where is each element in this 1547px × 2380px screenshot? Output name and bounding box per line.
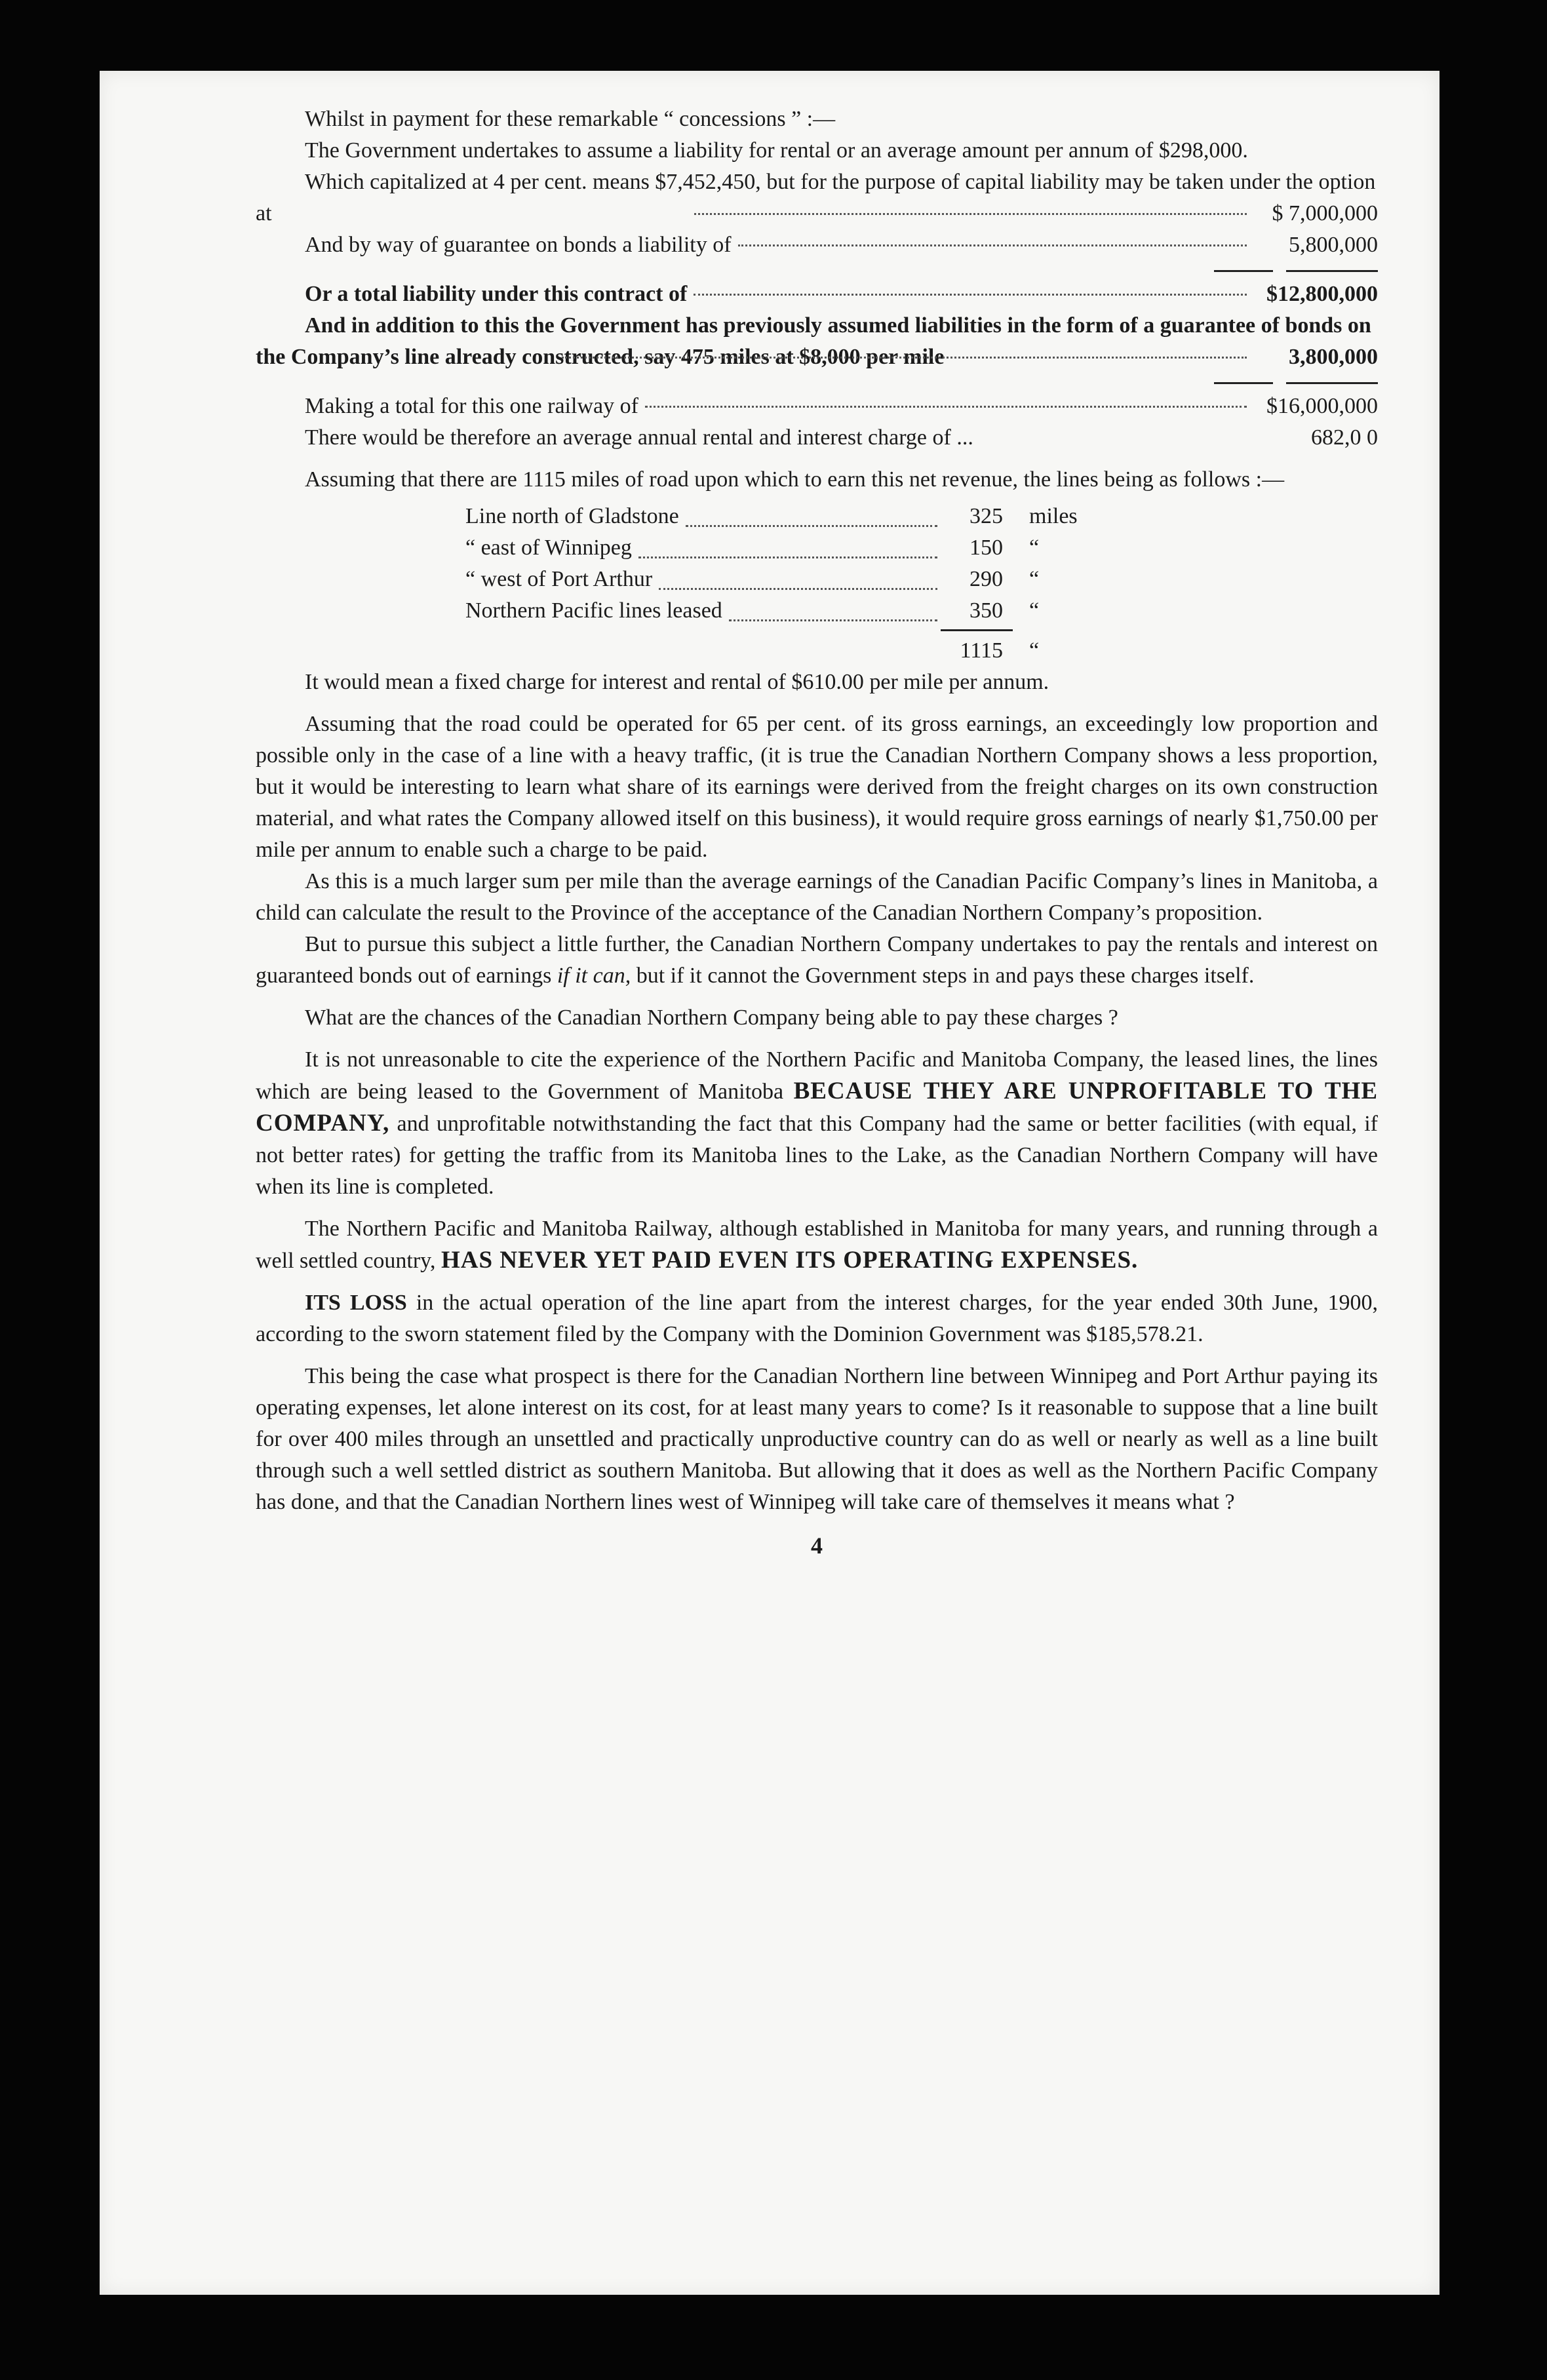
miles-total: 1115 <box>960 638 1003 663</box>
paragraph: The Northern Pacific and Manitoba Railway, although established in Manitoba for many years, and running through a well settled country, HAS NEVER YET PAID EVEN ITS OPERATING EXPENSES. <box>256 1217 1378 1274</box>
sum-rule <box>1286 382 1378 384</box>
page-content <box>256 104 1378 1561</box>
table-row: Line north of Gladstone 325 miles <box>465 501 1378 532</box>
emphasis-bold: ITS LOSS <box>305 1291 407 1315</box>
document-page <box>100 71 1439 2295</box>
paragraph: The Government undertakes to assume a liability for rental or an average amount per annum of $298,000. <box>305 138 1248 163</box>
entry-text: Which capitalized at 4 per cent. means $7,452,450, but for the purpose of capital liability may be taken under the option at <box>256 170 1376 225</box>
miles-value: 350 <box>969 598 1003 623</box>
leader-dots <box>562 357 1247 359</box>
paragraph: Assuming that there are 1115 miles of road upon which to earn this net revenue, the lines being as follows :— <box>305 467 1285 492</box>
amount: $ 7,000,000 <box>1272 201 1378 225</box>
table-row: “ west of Port Arthur 290 “ <box>465 564 1378 595</box>
miles-value: 325 <box>969 504 1003 528</box>
miles-unit: “ <box>1029 638 1040 663</box>
amount: $12,800,000 <box>1266 282 1378 306</box>
entry-text: Making a total for this one railway of <box>305 394 638 418</box>
amount-row <box>256 198 1378 229</box>
amount-row <box>256 229 1378 261</box>
sum-rule <box>1286 270 1378 272</box>
emphasis-caps: HAS NEVER YET PAID EVEN ITS OPERATING EXPENSES. <box>441 1247 1139 1274</box>
paragraph: But to pursue this subject a little further, the Canadian Northern Company undertakes to pay the rentals and interest on guaranteed bonds out of earnings if it can, but if it cannot the Government steps in and pays these charges itself. <box>256 932 1378 988</box>
previous-liabilities-entry <box>256 310 1378 373</box>
leader-dots <box>694 213 1247 215</box>
italic-phrase: if it can, <box>557 964 631 988</box>
paragraph: What are the chances of the Canadian Northern Company being able to pay these charges ? <box>305 1005 1118 1030</box>
amount: 682,0 0 <box>1311 425 1378 450</box>
leader-dots <box>738 244 1247 246</box>
miles-unit: “ <box>1029 536 1040 560</box>
miles-unit: “ <box>1029 567 1040 591</box>
emphasis-caps: BECAUSE THEY ARE UNPROFITABLE TO THE COMPANY, <box>256 1078 1378 1137</box>
amount: $16,000,000 <box>1266 394 1378 418</box>
amount-row <box>256 422 1378 454</box>
leader-dots <box>645 406 1247 408</box>
table-row: Northern Pacific lines leased 350 “ <box>465 595 1378 627</box>
miles-unit: miles <box>1029 504 1078 528</box>
amount-row <box>256 279 1378 310</box>
entry-text: And in addition to this the Government has previously assumed liabilities in the form of a guarantee of bonds on the Company’s line already constructed, say 475 miles at $8,000 per mile <box>256 313 1371 369</box>
leader-dots <box>694 294 1247 296</box>
paragraph: As this is a much larger sum per mile than the average earnings of the Canadian Pacific Company’s lines in Manitoba, a child can calculate the result to the Province of the acceptance of the Canadian Northern Company’s proposition. <box>256 869 1378 925</box>
page-number: 4 <box>811 1532 823 1559</box>
miles-value: 290 <box>969 567 1003 591</box>
capitalized-liability-entry <box>256 166 1378 229</box>
paragraph: Assuming that the road could be operated for 65 per cent. of its gross earnings, an exceedingly low proportion and possible only in the case of a line with a heavy traffic, (it is true the Canadian Northern Company shows a less proportion, but it would be interesting to learn what share of its earnings were derived from the freight charges on its own construction material, and what rates the Company allowed itself on this business), it would require gross earnings of nearly $1,750.00 per mile per annum to enable such a charge to be paid. <box>256 712 1378 862</box>
miles-value: 150 <box>969 536 1003 560</box>
entry-text: There would be therefore an average annual rental and interest charge of ... <box>305 425 973 450</box>
entry-text: Or a total liability under this contract of <box>305 282 688 306</box>
entry-text: And by way of guarantee on bonds a liability of <box>305 233 732 257</box>
paragraph: ITS LOSS in the actual operation of the line apart from the interest charges, for the year ended 30th June, 1900, according to the sworn statement filed by the Company with the Dominion Government was $185,578.21. <box>256 1291 1379 1346</box>
paragraph: It is not unreasonable to cite the experience of the Northern Pacific and Manitoba Company, the leased lines, the lines which are being leased to the Government of Manitoba BECAUSE THEY ARE UNPROFITABLE TO THE COMPANY, and unprofitable notwithstanding the fact that this Company had the same or better facilities (with equal, if not better rates) for getting the traffic from its Manitoba lines to the Lake, as the Canadian Northern Company will have when its line is completed. <box>256 1047 1378 1199</box>
miles-table <box>465 501 1378 667</box>
miles-unit: “ <box>1029 598 1040 623</box>
paragraph: It would mean a fixed charge for interest and rental of $610.00 per mile per annum. <box>305 670 1049 694</box>
amount: 3,800,000 <box>1289 345 1378 369</box>
amount-row <box>256 391 1378 422</box>
paragraph: This being the case what prospect is there for the Canadian Northern line between Winnipeg and Port Arthur paying its operating expenses, let alone interest on its cost, for at least many years to come? Is it reasonable to suppose that a line built for over 400 miles through an unsettled and practically unproductive country can do as well or nearly as well as a line built through such a well settled district as southern Manitoba. But allowing that it does as well as the Northern Pacific Company has done, and that the Canadian Northern lines west of Winnipeg will take care of themselves it means what ? <box>256 1364 1378 1514</box>
table-total-row <box>465 635 1378 667</box>
paragraph: Whilst in payment for these remarkable “ concessions ” :— <box>305 107 836 131</box>
sum-rule <box>941 629 1013 631</box>
table-row: “ east of Winnipeg 150 “ <box>465 532 1378 564</box>
amount: 5,800,000 <box>1289 233 1378 257</box>
